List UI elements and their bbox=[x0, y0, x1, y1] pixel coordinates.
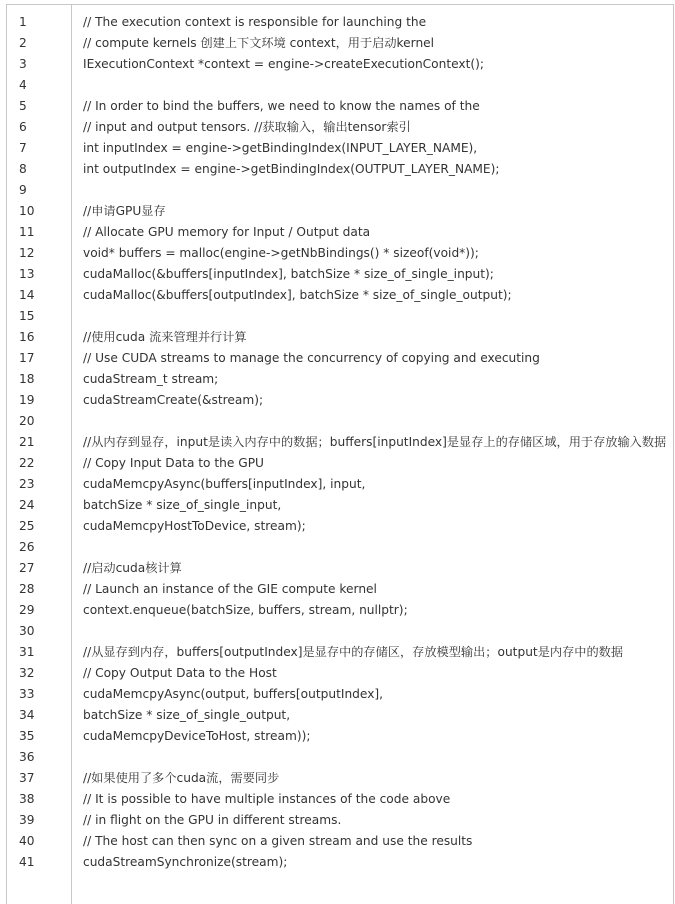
code-line: // The execution context is responsible for launching the bbox=[83, 15, 427, 29]
code-line: int inputIndex = engine->getBindingIndex(INPUT_LAYER_NAME), bbox=[83, 141, 478, 155]
code-line: IExecutionContext *context = engine->createExecutionContext(); bbox=[83, 57, 485, 71]
code-line: //使用cuda 流来管理并行计算 bbox=[83, 330, 247, 344]
code-line: cudaMalloc(&buffers[outputIndex], batchSize * size_of_single_output); bbox=[83, 288, 512, 302]
line-number: 5 bbox=[19, 99, 27, 113]
line-number: 27 bbox=[19, 561, 35, 575]
code-line: cudaStream_t stream; bbox=[83, 372, 219, 386]
line-number: 6 bbox=[19, 120, 27, 134]
code-line: //从内存到显存，input是读入内存中的数据；buffers[inputIndex]是显存上的存储区域，用于存放输入数据 bbox=[83, 435, 667, 449]
line-number: 15 bbox=[19, 309, 35, 323]
line-number: 38 bbox=[19, 792, 35, 806]
line-number: 2 bbox=[19, 36, 27, 50]
code-line: batchSize * size_of_single_output, bbox=[83, 708, 291, 722]
line-number: 4 bbox=[19, 78, 27, 92]
code-line: //申请GPU显存 bbox=[83, 204, 166, 218]
line-number: 9 bbox=[19, 183, 27, 197]
code-line: batchSize * size_of_single_input, bbox=[83, 498, 282, 512]
line-number: 22 bbox=[19, 456, 35, 470]
code-line: cudaMemcpyHostToDevice, stream); bbox=[83, 519, 306, 533]
line-number: 1 bbox=[19, 15, 27, 29]
line-number: 33 bbox=[19, 687, 35, 701]
code-line: cudaMemcpyAsync(output, buffers[outputIndex], bbox=[83, 687, 384, 701]
line-number: 16 bbox=[19, 330, 35, 344]
code-line: // compute kernels 创建上下文环境 context，用于启动kernel bbox=[83, 36, 435, 50]
line-number: 37 bbox=[19, 771, 35, 785]
code-line bbox=[83, 537, 673, 558]
line-number: 23 bbox=[19, 477, 35, 491]
code-line: cudaStreamCreate(&stream); bbox=[83, 393, 264, 407]
line-number: 41 bbox=[19, 855, 35, 869]
code-line bbox=[83, 180, 673, 201]
code-line: void* buffers = malloc(engine->getNbBindings() * sizeof(void*)); bbox=[83, 246, 479, 260]
code-block bbox=[6, 4, 674, 904]
code-line: // in flight on the GPU in different streams. bbox=[83, 813, 342, 827]
line-number: 32 bbox=[19, 666, 35, 680]
code-line: //启动cuda核计算 bbox=[83, 561, 182, 575]
line-number: 7 bbox=[19, 141, 27, 155]
code-line: cudaMemcpyDeviceToHost, stream)); bbox=[83, 729, 311, 743]
code-line bbox=[83, 306, 673, 327]
line-number: 34 bbox=[19, 708, 35, 722]
code-line bbox=[83, 75, 673, 96]
line-number: 10 bbox=[19, 204, 35, 218]
code-line: int outputIndex = engine->getBindingIndex(OUTPUT_LAYER_NAME); bbox=[83, 162, 500, 176]
line-number: 29 bbox=[19, 603, 35, 617]
line-number: 21 bbox=[19, 435, 35, 449]
line-number: 39 bbox=[19, 813, 35, 827]
code-line: //从显存到内存，buffers[outputIndex]是显存中的存储区，存放模型输出；output是内存中的数据 bbox=[83, 645, 624, 659]
code-line: cudaMalloc(&buffers[inputIndex], batchSize * size_of_single_input); bbox=[83, 267, 494, 281]
code-line bbox=[83, 747, 673, 768]
line-number: 8 bbox=[19, 162, 27, 176]
line-number: 12 bbox=[19, 246, 35, 260]
line-number: 13 bbox=[19, 267, 35, 281]
line-number: 17 bbox=[19, 351, 35, 365]
code-line: // Allocate GPU memory for Input / Output data bbox=[83, 225, 371, 239]
line-number: 25 bbox=[19, 519, 35, 533]
code-line: // Launch an instance of the GIE compute kernel bbox=[83, 582, 377, 596]
code-line: context.enqueue(batchSize, buffers, stream, nullptr); bbox=[83, 603, 408, 617]
line-number: 40 bbox=[19, 834, 35, 848]
line-number: 26 bbox=[19, 540, 35, 554]
line-number: 11 bbox=[19, 225, 35, 239]
code-line: // The host can then sync on a given stream and use the results bbox=[83, 834, 473, 848]
line-number: 28 bbox=[19, 582, 35, 596]
code-line: // input and output tensors. //获取输入，输出tensor索引 bbox=[83, 120, 411, 134]
line-number: 24 bbox=[19, 498, 35, 512]
code-content bbox=[72, 5, 673, 904]
code-line: cudaMemcpyAsync(buffers[inputIndex], input, bbox=[83, 477, 366, 491]
code-line: // Copy Output Data to the Host bbox=[83, 666, 277, 680]
code-line: // Copy Input Data to the GPU bbox=[83, 456, 264, 470]
line-number: 14 bbox=[19, 288, 35, 302]
line-number: 19 bbox=[19, 393, 35, 407]
line-number: 35 bbox=[19, 729, 35, 743]
line-number: 30 bbox=[19, 624, 35, 638]
line-number: 3 bbox=[19, 57, 27, 71]
code-line: //如果使用了多个cuda流，需要同步 bbox=[83, 771, 280, 785]
code-line bbox=[83, 411, 673, 432]
line-number: 18 bbox=[19, 372, 35, 386]
code-line: // It is possible to have multiple instances of the code above bbox=[83, 792, 451, 806]
line-number: 31 bbox=[19, 645, 35, 659]
code-line: // In order to bind the buffers, we need to know the names of the bbox=[83, 99, 480, 113]
line-number-gutter bbox=[7, 5, 72, 904]
line-number: 20 bbox=[19, 414, 35, 428]
code-line: // Use CUDA streams to manage the concurrency of copying and executing bbox=[83, 351, 540, 365]
code-line: cudaStreamSynchronize(stream); bbox=[83, 855, 288, 869]
code-line bbox=[83, 621, 673, 642]
line-number: 36 bbox=[19, 750, 35, 764]
